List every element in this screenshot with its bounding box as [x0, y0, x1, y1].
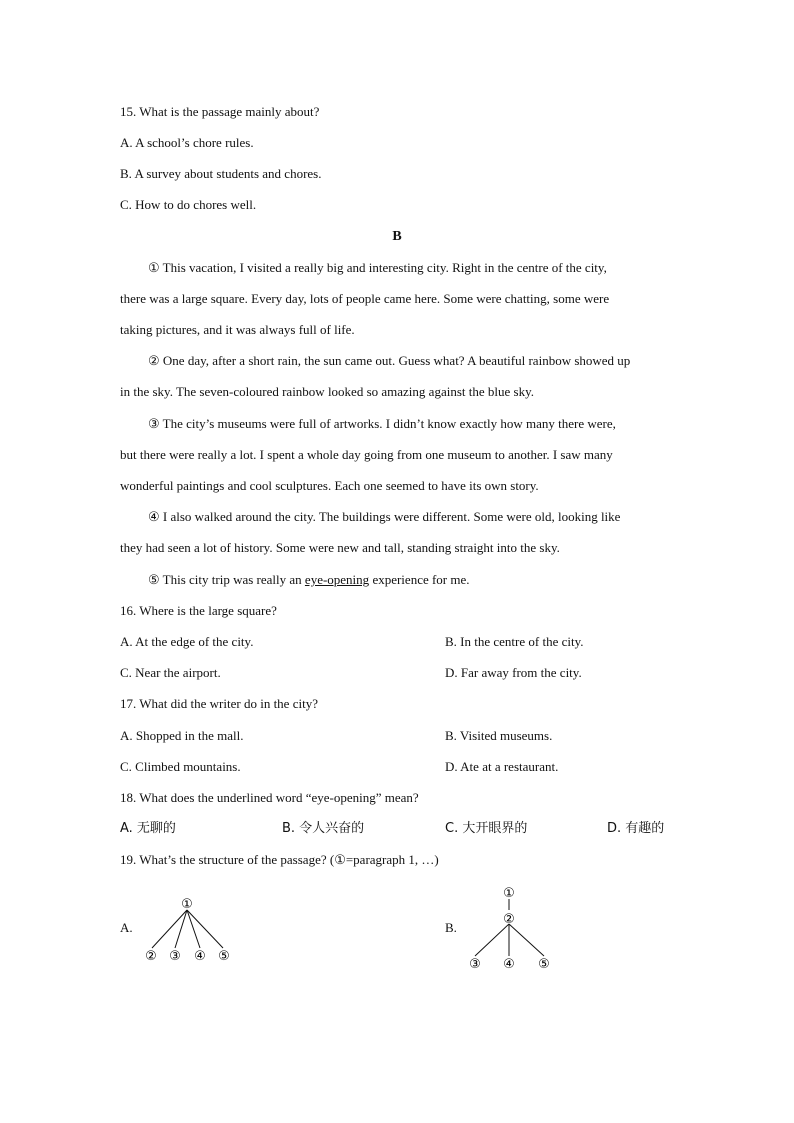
tree-b-edge-3 — [475, 924, 509, 956]
tree-a-child-5: ⑤ — [218, 949, 230, 964]
tree-a-child-2: ② — [145, 949, 157, 964]
paragraph-4-line-1: ④ I also walked around the city. The buildings were different. Some were old, looking like — [148, 509, 621, 524]
paragraph-3-line-1: ③ The city’s museums were full of artworks. I didn’t know exactly how many there were, — [148, 416, 616, 431]
q16-option-d: D. Far away from the city. — [445, 665, 582, 680]
q19-option-a-label: A. — [120, 920, 133, 935]
tree-a-child-3: ③ — [169, 949, 181, 964]
paragraph-3-line-3: wonderful paintings and cool sculptures. Each one seemed to have its own story. — [120, 478, 539, 493]
q18-option-c: C. 大开眼界的 — [445, 821, 528, 836]
q16-option-c: C. Near the airport. — [120, 665, 221, 680]
underlined-word: eye-opening — [304, 572, 370, 587]
tree-b-child-3: ③ — [469, 957, 481, 972]
q16-option-a: A. At the edge of the city. — [120, 634, 254, 649]
q17-option-d: D. Ate at a restaurant. — [445, 759, 559, 774]
paragraph-3-line-2: but there were really a lot. I spent a whole day going from one museum to another. I saw many — [120, 447, 613, 462]
q17-option-b: B. Visited museums. — [445, 728, 553, 743]
tree-a-edge-2 — [152, 910, 187, 948]
tree-b-child-4: ④ — [503, 957, 515, 972]
tree-a-root: ① — [181, 897, 193, 912]
tree-b-middle: ② — [503, 912, 515, 927]
tree-b-top: ① — [503, 886, 515, 901]
q18-option-a: A. 无聊的 — [120, 821, 176, 836]
paragraph-5 — [148, 572, 470, 588]
tree-a-child-4: ④ — [194, 949, 206, 964]
structure-tree-b — [460, 880, 560, 975]
q16-option-b: B. In the centre of the city. — [445, 634, 584, 649]
paragraph-2-line-2: in the sky. The seven-coloured rainbow looked so amazing against the blue sky. — [120, 384, 534, 399]
paragraph-5-after: experience for me. — [369, 572, 470, 587]
tree-a-edge-4 — [187, 910, 200, 948]
q19-option-b-label: B. — [445, 920, 457, 935]
q17-option-c: C. Climbed mountains. — [120, 759, 241, 774]
q15-option-b: B. A survey about students and chores. — [120, 166, 322, 181]
q15-option-a: A. A school’s chore rules. — [120, 135, 254, 150]
section-title: B — [392, 229, 402, 244]
tree-b-edge-5 — [509, 924, 544, 956]
tree-a-edge-5 — [187, 910, 223, 948]
paragraph-1-line-3: taking pictures, and it was always full of life. — [120, 322, 355, 337]
paragraph-5-before: ⑤ This city trip was really an — [148, 572, 305, 587]
tree-a-edge-3 — [175, 910, 187, 948]
q18-stem: 18. What does the underlined word “eye-opening” mean? — [120, 790, 419, 805]
q18-option-d: D. 有趣的 — [607, 821, 665, 836]
q17-option-a: A. Shopped in the mall. — [120, 728, 244, 743]
q15-stem: 15. What is the passage mainly about? — [120, 104, 320, 119]
paragraph-2-line-1: ② One day, after a short rain, the sun came out. Guess what? A beautiful rainbow showed up — [148, 353, 631, 368]
paragraph-1-line-2: there was a large square. Every day, lots of people came here. Some were chatting, some were — [120, 291, 610, 306]
structure-tree-a — [130, 888, 250, 970]
paragraph-1-line-1: ① This vacation, I visited a really big and interesting city. Right in the centre of the city, — [148, 260, 607, 275]
paragraph-4-line-2: they had seen a lot of history. Some were new and tall, standing straight into the sky. — [120, 540, 560, 555]
q15-option-c: C. How to do chores well. — [120, 197, 257, 212]
q19-stem: 19. What’s the structure of the passage? (①=paragraph 1, …) — [120, 852, 439, 867]
tree-b-child-5: ⑤ — [538, 957, 550, 972]
q16-stem: 16. Where is the large square? — [120, 603, 277, 618]
q17-stem: 17. What did the writer do in the city? — [120, 696, 318, 711]
q18-option-b: B. 令人兴奋的 — [282, 821, 365, 836]
